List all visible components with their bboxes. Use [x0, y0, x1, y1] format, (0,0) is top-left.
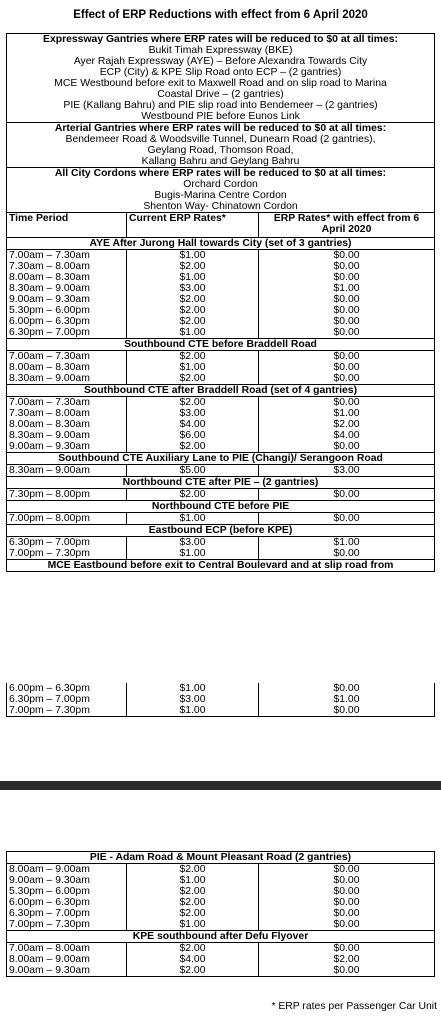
- section-heading: AYE After Jurong Hall towards City (set of 3 gantries): [7, 238, 435, 250]
- intro-arterial-item: Bendemeer Road & Woodsville Tunnel, Dunearn Road (2 gantries),: [7, 134, 435, 145]
- current-rate-cell: $4.00: [127, 419, 259, 430]
- new-rate-cell: $0.00: [259, 908, 435, 919]
- time-period-cell: 5.30pm – 6.00pm: [7, 305, 127, 316]
- table-row: [7, 305, 435, 316]
- table-row: [7, 694, 435, 705]
- current-rate-cell: $2.00: [127, 397, 259, 409]
- time-period-cell: 5.30pm – 6.00pm: [7, 886, 127, 897]
- new-rate-cell: $0.00: [259, 294, 435, 305]
- current-rate-cell: $3.00: [127, 283, 259, 294]
- intro-arterial-item: Geylang Road, Thomson Road,: [7, 145, 435, 156]
- time-period-cell: 6.00pm – 6.30pm: [7, 316, 127, 327]
- column-header: [7, 213, 435, 238]
- new-rate-cell: $1.00: [259, 694, 435, 705]
- table-row: [7, 875, 435, 886]
- new-rate-cell: $0.00: [259, 705, 435, 717]
- intro-cordons-item: Shenton Way- Chinatown Cordon: [7, 201, 435, 213]
- table-row: [7, 864, 435, 876]
- intro-cordons-item: Bugis-Marina Centre Cordon: [7, 190, 435, 201]
- time-period-cell: 7.30am – 8.00am: [7, 261, 127, 272]
- new-rate-cell: $0.00: [259, 897, 435, 908]
- time-period-cell: 7.00pm – 7.30pm: [7, 705, 127, 717]
- table-row: [7, 419, 435, 430]
- time-period-cell: 8.30am – 9.00am: [7, 430, 127, 441]
- table-row: [7, 294, 435, 305]
- time-period-cell: 7.30pm – 8.00pm: [7, 489, 127, 501]
- current-rate-cell: $3.00: [127, 408, 259, 419]
- section-heading: Southbound CTE before Braddell Road: [7, 339, 435, 351]
- table-row: [7, 489, 435, 501]
- new-rate-cell: $0.00: [259, 548, 435, 560]
- new-rate-cell: $0.00: [259, 864, 435, 876]
- footnote: * ERP rates per Passenger Car Unit: [271, 1001, 437, 1012]
- time-period-cell: 9.00am – 9.30am: [7, 441, 127, 453]
- col-current-rates: Current ERP Rates*: [127, 213, 259, 238]
- table-row: [7, 351, 435, 363]
- intro-section: [7, 34, 435, 213]
- time-period-cell: 6.30pm – 7.00pm: [7, 694, 127, 705]
- intro-cordons-heading: All City Cordons where ERP rates will be reduced to $0 at all times:: [7, 168, 435, 180]
- new-rate-cell: $0.00: [259, 441, 435, 453]
- current-rate-cell: $2.00: [127, 897, 259, 908]
- current-rate-cell: $2.00: [127, 489, 259, 501]
- time-period-cell: 6.30pm – 7.00pm: [7, 537, 127, 549]
- time-period-cell: 6.30pm – 7.00pm: [7, 327, 127, 339]
- current-rate-cell: $1.00: [127, 513, 259, 525]
- time-period-cell: 7.00pm – 8.00pm: [7, 513, 127, 525]
- time-period-cell: 9.00am – 9.30am: [7, 294, 127, 305]
- intro-arterial-item: Kallang Bahru and Geylang Bahru: [7, 156, 435, 168]
- intro-expressway-item: Bukit Timah Expressway (BKE): [7, 45, 435, 56]
- new-rate-cell: $0.00: [259, 305, 435, 316]
- new-rate-cell: $0.00: [259, 316, 435, 327]
- time-period-cell: 7.00am – 7.30am: [7, 351, 127, 363]
- section-heading: PIE - Adam Road & Mount Pleasant Road (2 gantries): [7, 852, 435, 864]
- time-period-cell: 7.00am – 7.30am: [7, 397, 127, 409]
- current-rate-cell: $1.00: [127, 683, 259, 694]
- time-period-cell: 8.00am – 8.30am: [7, 272, 127, 283]
- new-rate-cell: $1.00: [259, 537, 435, 549]
- new-rate-cell: $0.00: [259, 683, 435, 694]
- new-rate-cell: $0.00: [259, 362, 435, 373]
- rate-sections-page1: [7, 238, 435, 572]
- new-rate-cell: $0.00: [259, 397, 435, 409]
- page-divider: [0, 781, 441, 790]
- time-period-cell: 8.30am – 9.00am: [7, 283, 127, 294]
- current-rate-cell: $5.00: [127, 465, 259, 477]
- new-rate-cell: $3.00: [259, 465, 435, 477]
- table-row: [7, 683, 435, 694]
- intro-expressway-item: MCE Westbound before exit to Maxwell Road and on slip road to Marina: [7, 78, 435, 89]
- time-period-cell: 8.00am – 8.30am: [7, 419, 127, 430]
- current-rate-cell: $2.00: [127, 316, 259, 327]
- document-title: Effect of ERP Reductions with effect from 6 April 2020: [73, 9, 368, 21]
- time-period-cell: 8.00am – 8.30am: [7, 362, 127, 373]
- current-rate-cell: $2.00: [127, 864, 259, 876]
- time-period-cell: 8.30am – 9.00am: [7, 465, 127, 477]
- table-row: [7, 954, 435, 965]
- current-rate-cell: $1.00: [127, 327, 259, 339]
- table-row: [7, 513, 435, 525]
- time-period-cell: 8.00am – 9.00am: [7, 864, 127, 876]
- new-rate-cell: $1.00: [259, 408, 435, 419]
- time-period-cell: 8.30am – 9.00am: [7, 373, 127, 385]
- time-period-cell: 7.00am – 8.00am: [7, 943, 127, 955]
- intro-expressway-item: PIE (Kallang Bahru) and PIE slip road into Bendemeer – (2 gantries): [7, 100, 435, 111]
- new-rate-cell: $0.00: [259, 875, 435, 886]
- current-rate-cell: $1.00: [127, 250, 259, 262]
- current-rate-cell: $1.00: [127, 875, 259, 886]
- current-rate-cell: $2.00: [127, 305, 259, 316]
- table-row: [7, 397, 435, 409]
- current-rate-cell: $2.00: [127, 441, 259, 453]
- table-row: [7, 362, 435, 373]
- intro-expressway-item: Ayer Rajah Expressway (AYE) – Before Alexandra Towards City: [7, 56, 435, 67]
- time-period-cell: 7.00pm – 7.30pm: [7, 919, 127, 931]
- new-rate-cell: $0.00: [259, 373, 435, 385]
- time-period-cell: 6.30pm – 7.00pm: [7, 908, 127, 919]
- table-row: [7, 441, 435, 453]
- new-rate-cell: $0.00: [259, 886, 435, 897]
- new-rate-cell: $0.00: [259, 943, 435, 955]
- new-rate-cell: $0.00: [259, 965, 435, 977]
- current-rate-cell: $2.00: [127, 943, 259, 955]
- new-rate-cell: $0.00: [259, 327, 435, 339]
- table-row: [7, 373, 435, 385]
- new-rate-cell: $0.00: [259, 272, 435, 283]
- table-row: [7, 250, 435, 262]
- time-period-cell: 6.00pm – 6.30pm: [7, 683, 127, 694]
- erp-continuation-table: [6, 683, 435, 717]
- time-period-cell: 6.00pm – 6.30pm: [7, 897, 127, 908]
- current-rate-cell: $2.00: [127, 261, 259, 272]
- intro-cordons-item: Orchard Cordon: [7, 179, 435, 190]
- new-rate-cell: $0.00: [259, 261, 435, 272]
- current-rate-cell: $1.00: [127, 919, 259, 931]
- col-new-rates: ERP Rates* with effect from 6 April 2020: [259, 213, 435, 238]
- rate-sections-page2: [7, 852, 435, 977]
- intro-expressway-heading: Expressway Gantries where ERP rates will be reduced to $0 at all times:: [7, 34, 435, 46]
- table-row: [7, 908, 435, 919]
- erp-page2-table: [6, 851, 435, 977]
- table-row: [7, 465, 435, 477]
- table-row: [7, 261, 435, 272]
- new-rate-cell: $0.00: [259, 489, 435, 501]
- current-rate-cell: $4.00: [127, 954, 259, 965]
- table-row: [7, 537, 435, 549]
- table-row: [7, 548, 435, 560]
- section-heading: KPE southbound after Defu Flyover: [7, 931, 435, 943]
- current-rate-cell: $2.00: [127, 908, 259, 919]
- section-heading: MCE Eastbound before exit to Central Boulevard and at slip road from: [7, 560, 435, 572]
- section-heading: Southbound CTE Auxiliary Lane to PIE (Changi)/ Serangoon Road: [7, 453, 435, 465]
- table-row: [7, 897, 435, 908]
- continuation-rows: [7, 683, 435, 717]
- new-rate-cell: $1.00: [259, 283, 435, 294]
- new-rate-cell: $0.00: [259, 351, 435, 363]
- current-rate-cell: $1.00: [127, 362, 259, 373]
- intro-expressway-item: Westbound PIE before Eunos Link: [7, 111, 435, 123]
- new-rate-cell: $0.00: [259, 919, 435, 931]
- current-rate-cell: $2.00: [127, 965, 259, 977]
- current-rate-cell: $1.00: [127, 705, 259, 717]
- time-period-cell: 7.30am – 8.00am: [7, 408, 127, 419]
- current-rate-cell: $1.00: [127, 272, 259, 283]
- erp-main-table: [6, 33, 435, 572]
- new-rate-cell: $2.00: [259, 419, 435, 430]
- time-period-cell: 8.00am – 9.00am: [7, 954, 127, 965]
- time-period-cell: 9.00am – 9.30am: [7, 875, 127, 886]
- intro-expressway-item: Coastal Drive – (2 gantries): [7, 89, 435, 100]
- current-rate-cell: $2.00: [127, 886, 259, 897]
- time-period-cell: 7.00am – 7.30am: [7, 250, 127, 262]
- current-rate-cell: $2.00: [127, 294, 259, 305]
- new-rate-cell: $0.00: [259, 250, 435, 262]
- table-row: [7, 430, 435, 441]
- current-rate-cell: $2.00: [127, 351, 259, 363]
- new-rate-cell: $0.00: [259, 513, 435, 525]
- intro-expressway-item: ECP (City) & KPE Slip Road onto ECP – (2 gantries): [7, 67, 435, 78]
- current-rate-cell: $3.00: [127, 537, 259, 549]
- table-row: [7, 283, 435, 294]
- current-rate-cell: $6.00: [127, 430, 259, 441]
- new-rate-cell: $4.00: [259, 430, 435, 441]
- table-row: [7, 886, 435, 897]
- intro-arterial-heading: Arterial Gantries where ERP rates will be reduced to $0 at all times:: [7, 123, 435, 135]
- section-heading: Northbound CTE after PIE – (2 gantries): [7, 477, 435, 489]
- table-row: [7, 919, 435, 931]
- table-row: [7, 965, 435, 977]
- table-row: [7, 272, 435, 283]
- table-row: [7, 408, 435, 419]
- table-row: [7, 327, 435, 339]
- table-row: [7, 705, 435, 717]
- current-rate-cell: $1.00: [127, 548, 259, 560]
- col-time-period: Time Period: [7, 213, 127, 238]
- time-period-cell: 7.00pm – 7.30pm: [7, 548, 127, 560]
- section-heading: Eastbound ECP (before KPE): [7, 525, 435, 537]
- current-rate-cell: $3.00: [127, 694, 259, 705]
- section-heading: Northbound CTE before PIE: [7, 501, 435, 513]
- new-rate-cell: $2.00: [259, 954, 435, 965]
- current-rate-cell: $2.00: [127, 373, 259, 385]
- table-row: [7, 316, 435, 327]
- table-row: [7, 943, 435, 955]
- section-heading: Southbound CTE after Braddell Road (set of 4 gantries): [7, 385, 435, 397]
- time-period-cell: 9.00am – 9.30am: [7, 965, 127, 977]
